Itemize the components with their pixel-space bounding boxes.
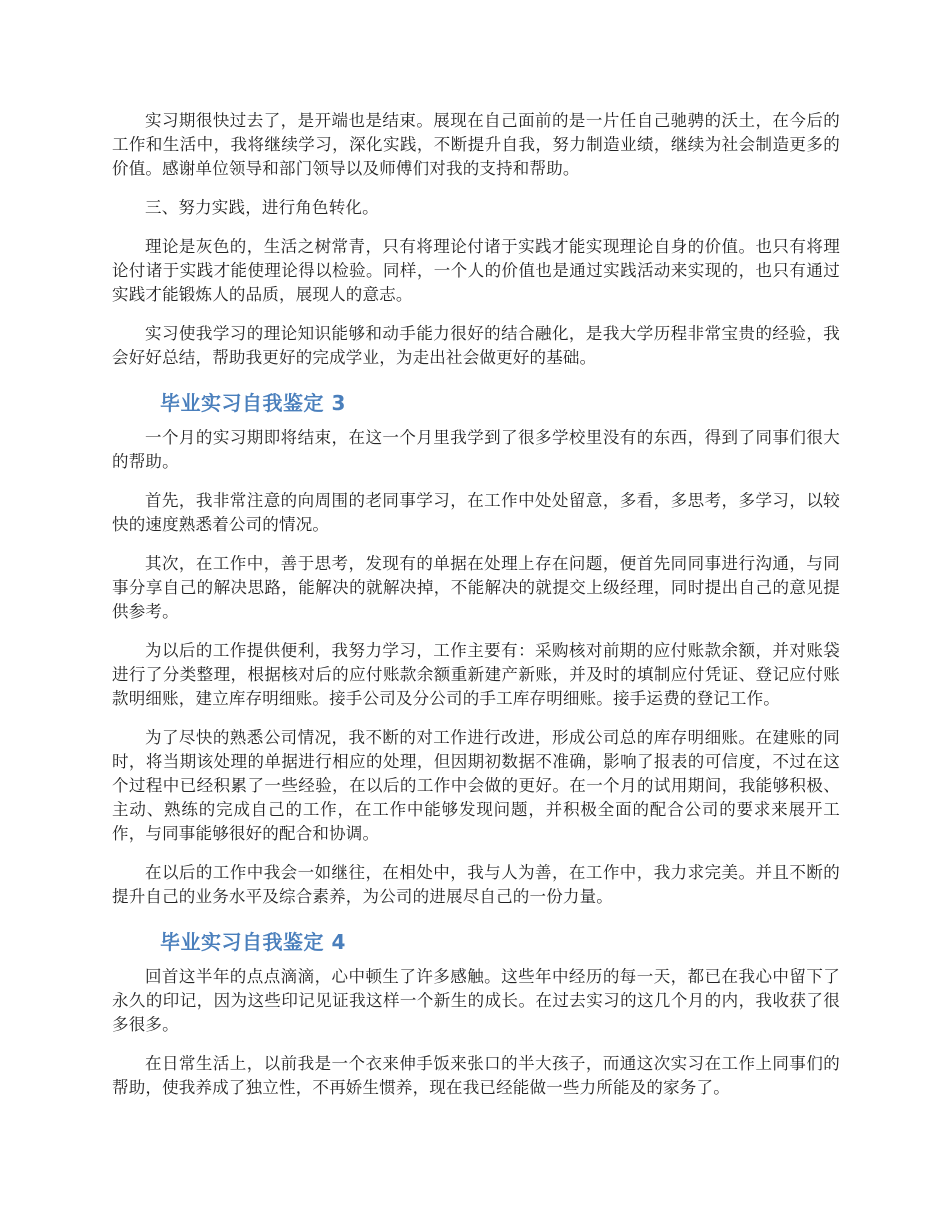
paragraph: 其次，在工作中，善于思考，发现有的单据在处理上存在问题，便首先同同事进行沟通，与同事分享自己的解决思路，能解决的就解决掉，不能解决的就提交上级经理，同时提出自己的意见提供参考。 <box>112 554 840 621</box>
paragraph: 为了尽快的熟悉公司情况，我不断的对工作进行改进，形成公司总的库存明细账。在建账的同时，将当期该处理的单据进行相应的处理，但因期初数据不准确，影响了报表的可信度，不过在这个过程中已经积累了一些经验，在以后的工作中会做的更好。在一个月的试用期间，我能够积极、主动、熟练的完成自己的工作，在工作中能够发现问题，并积极全面的配合公司的要求来展开工作，与同事能够很好的配合和协调。 <box>112 728 840 843</box>
paragraph: 实习期很快过去了，是开端也是结束。展现在自己面前的是一片任自己驰骋的沃土，在今后的工作和生活中，我将继续学习，深化实践，不断提升自我，努力制造业绩，继续为社会制造更多的价值。感谢单位领导和部门领导以及师傅们对我的支持和帮助。 <box>112 111 840 178</box>
section-subtitle: 三、努力实践，进行角色转化。 <box>145 198 379 217</box>
document-body <box>112 109 840 1115</box>
paragraph: 首先，我非常注意的向周围的老同事学习，在工作中处处留意，多看，多思考，多学习，以较快的速度熟悉着公司的情况。 <box>112 491 840 534</box>
paragraph: 一个月的实习期即将结束，在这一个月里我学到了很多学校里没有的东西，得到了同事们很大的帮助。 <box>112 428 840 471</box>
paragraph: 为以后的工作提供便利，我努力学习，工作主要有：采购核对前期的应付账款余额，并对账袋进行了分类整理，根据核对后的应付账款余额重新建产新账，并及时的填制应付凭证、登记应付账款明细账，建立库存明细账。接手公司及分公司的手工库存明细账。接手运费的登记工作。 <box>112 641 840 708</box>
paragraph: 在日常生活上，以前我是一个衣来伸手饭来张口的半大孩子，而通这次实习在工作上同事们的帮助，使我养成了独立性，不再娇生惯养，现在我已经能做一些力所能及的家务了。 <box>112 1054 840 1097</box>
paragraph: 理论是灰色的，生活之树常青，只有将理论付诸于实践才能实现理论自身的价值。也只有将理论付诸于实践才能使理论得以检验。同样，一个人的价值也是通过实践活动来实现的，也只有通过实践才能锻炼人的品质，展现人的意志。 <box>112 237 840 304</box>
section-heading: 毕业实习自我鉴定 3 <box>160 391 346 415</box>
section-heading: 毕业实习自我鉴定 4 <box>160 930 346 954</box>
paragraph: 在以后的工作中我会一如继往，在相处中，我与人为善，在工作中，我力求完美。并且不断的提升自己的业务水平及综合素养，为公司的进展尽自己的一份力量。 <box>112 863 840 906</box>
paragraph: 实习使我学习的理论知识能够和动手能力很好的结合融化，是我大学历程非常宝贵的经验，我会好好总结，帮助我更好的完成学业，为走出社会做更好的基础。 <box>112 324 840 367</box>
paragraph: 回首这半年的点点滴滴，心中顿生了许多感触。这些年中经历的每一天，都已在我心中留下了永久的印记，因为这些印记见证我这样一个新生的成长。在过去实习的这几个月的内，我收获了很多很多。 <box>112 967 840 1034</box>
